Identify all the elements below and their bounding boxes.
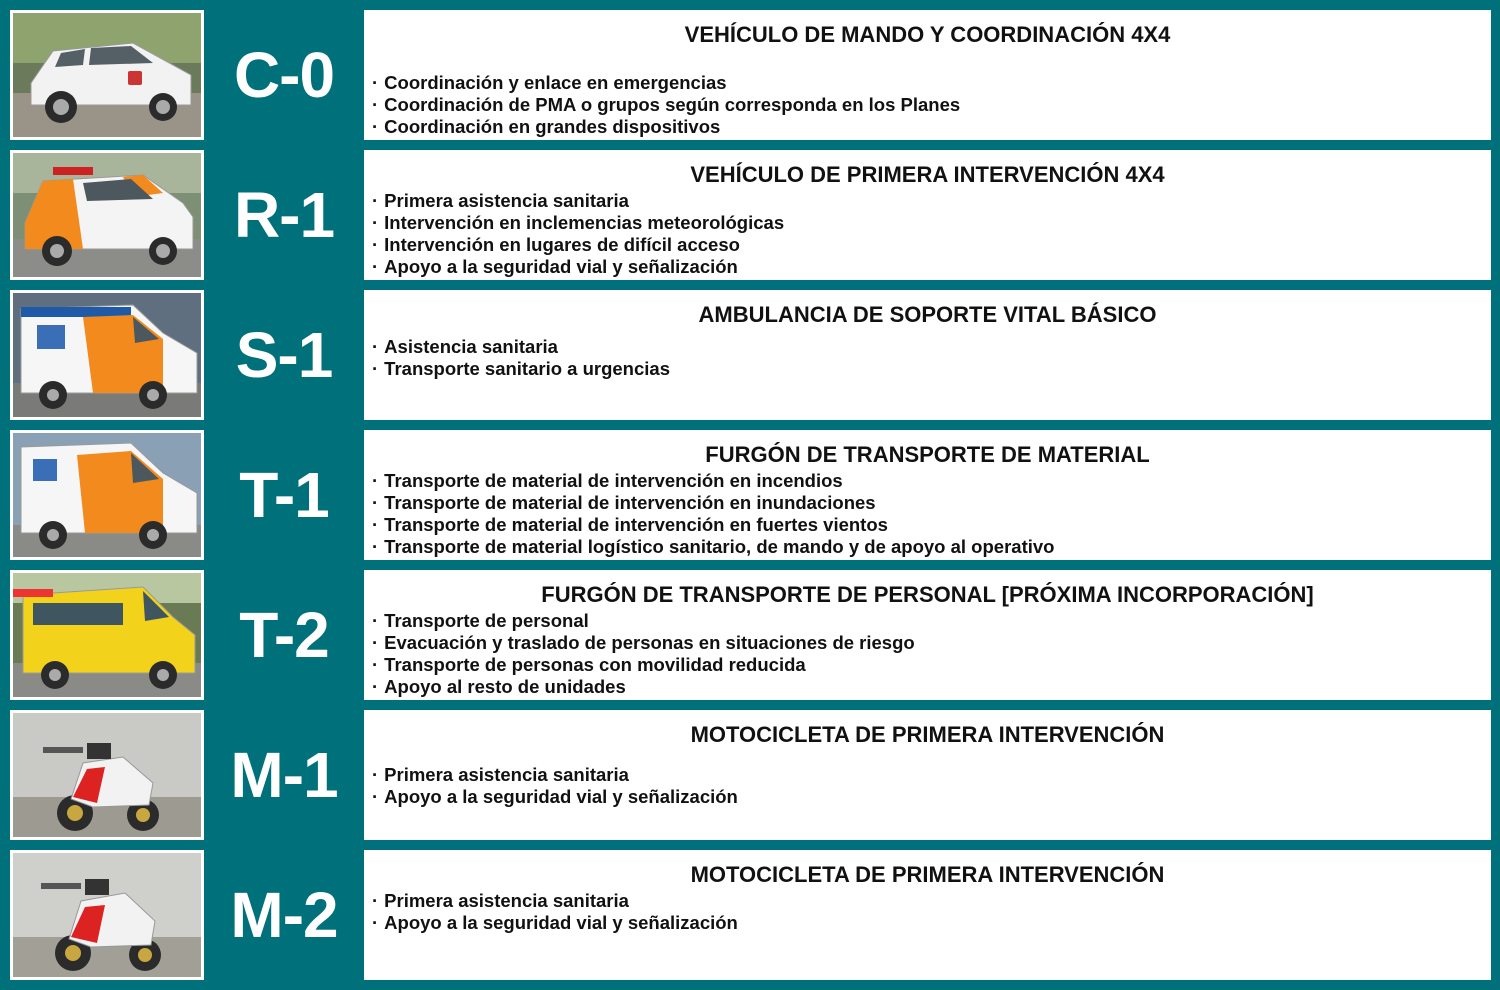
vehicle-info-panel [364,290,1491,420]
vehicle-row-s1 [0,290,1500,420]
vehicle-info-panel [364,150,1491,280]
list-item: · Apoyo al resto de unidades [372,676,626,697]
vehicle-code: T-1 [239,459,329,531]
list-item: · Apoyo a la seguridad vial y señalización [372,256,738,277]
vehicle-title: MOTOCICLETA DE PRIMERA INTERVENCIÓN [690,722,1165,747]
vehicle-row-m1 [0,710,1500,840]
list-item: · Coordinación de PMA o grupos según corresponda en los Planes [372,94,961,115]
motorcycle-photo-icon [10,710,204,840]
list-item: · Asistencia sanitaria [372,336,558,357]
vehicle-row-r1 [0,150,1500,280]
list-item: · Intervención en inclemencias meteorológicas [372,212,785,233]
material-van-photo-icon [10,430,204,560]
list-item: · Coordinación en grandes dispositivos [372,116,721,137]
vehicle-title: AMBULANCIA DE SOPORTE VITAL BÁSICO [698,302,1157,327]
vehicle-info-panel [364,430,1491,560]
list-item: · Transporte de material de intervención en fuertes vientos [372,514,888,535]
ambulance-photo-icon [10,290,204,420]
vehicle-info-panel [364,850,1491,980]
white-suv-photo-icon [10,10,204,140]
vehicle-title: FURGÓN DE TRANSPORTE DE MATERIAL [705,442,1150,467]
list-item: · Transporte de material de intervención en incendios [372,470,843,491]
orange-suv-photo-icon [10,150,204,280]
list-item: · Transporte de material de intervención en inundaciones [372,492,876,513]
vehicle-title: FURGÓN DE TRANSPORTE DE PERSONAL [PRÓXIMA INCORPORACIÓN] [541,582,1314,607]
list-item: · Primera asistencia sanitaria [372,190,629,211]
list-item: · Primera asistencia sanitaria [372,764,629,785]
list-item: · Transporte de material logístico sanitario, de mando y de apoyo al operativo [372,536,1055,557]
vehicle-title: VEHÍCULO DE PRIMERA INTERVENCIÓN 4X4 [690,162,1165,187]
list-item: · Intervención en lugares de difícil acceso [372,234,740,255]
vehicle-row-m2 [0,850,1500,980]
list-item: · Transporte sanitario a urgencias [372,358,670,379]
vehicle-row-t1 [0,430,1500,560]
list-item: · Transporte de personas con movilidad reducida [372,654,806,675]
vehicle-code: R-1 [233,179,335,251]
vehicle-info-panel [364,570,1491,700]
vehicle-row-t2 [0,570,1500,700]
list-item: · Coordinación y enlace en emergencias [372,72,727,93]
list-item: · Evacuación y traslado de personas en situaciones de riesgo [372,632,915,653]
vehicle-info-panel [364,710,1491,840]
vehicle-code: S-1 [235,319,333,391]
vehicle-info-panel [364,10,1491,140]
motorcycle-photo-icon [10,850,204,980]
vehicle-code: T-2 [239,599,329,671]
vehicle-code: M-1 [230,739,338,811]
vehicle-title: VEHÍCULO DE MANDO Y COORDINACIÓN 4X4 [684,22,1171,47]
vehicle-row-c0 [0,10,1500,140]
list-item: · Apoyo a la seguridad vial y señalización [372,912,738,933]
list-item: · Apoyo a la seguridad vial y señalización [372,786,738,807]
vehicle-code: M-2 [230,879,338,951]
yellow-van-photo-icon [10,570,204,700]
vehicle-title: MOTOCICLETA DE PRIMERA INTERVENCIÓN [690,862,1165,887]
list-item: · Transporte de personal [372,610,589,631]
list-item: · Primera asistencia sanitaria [372,890,629,911]
vehicle-code: C-0 [233,39,335,111]
